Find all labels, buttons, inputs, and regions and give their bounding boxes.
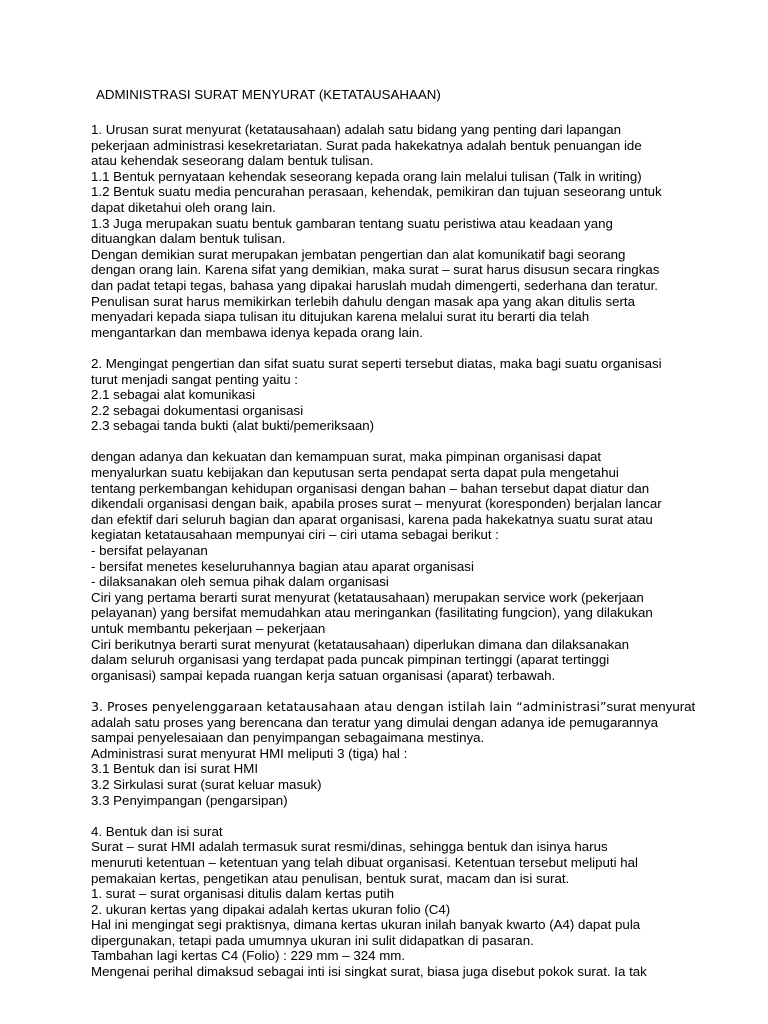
paragraph-gap [91,340,761,356]
document-body [91,122,761,980]
paragraph-line: 2.2 sebagai dokumentasi organisasi [91,402,304,418]
paragraph-line: 1.3 Juga merupakan suatu bentuk gambaran tentang suatu peristiwa atau keadaan yang [91,215,613,231]
paragraph-line: menuruti ketentuan – ketentuan yang telah dibuat organisasi. Ketentuan tersebut meliputi hal [91,854,639,870]
paragraph-line: tentang perkembangan kehidupan organisasi dengan bahan – bahan tersebut dapat diatur dan [91,480,650,496]
paragraph-line: - dilaksanakan oleh semua pihak dalam organisasi [91,574,389,590]
paragraph-line: menyalurkan suatu kebijakan dan keputusan serta pendapat serta dapat pula mengetahui [91,465,619,481]
paragraph-line [91,699,761,715]
paragraph-line: dan padat tetapi tegas, bahasa yang dipakai haruslah mudah dimengerti, sederhana dan teratur. [91,277,658,293]
paragraph-line: 3.3 Penyimpangan (pengarsipan) [91,792,288,808]
paragraph-line: pelayanan) yang bersifat memudahkan atau meringankan (fasilitating fungcion), yang dilakukan [91,605,653,621]
paragraph-line: - bersifat menetes keseluruhannya bagian atau aparat organisasi [91,558,474,574]
paragraph-gap [91,434,761,450]
paragraph-line: adalah satu proses yang berencana dan teratur yang dimulai dengan adanya ide pemugarannya [91,714,659,730]
paragraph-line: 1.2 Bentuk suatu media pencurahan perasaan, kehendak, pemikiran dan tujuan seseorang untuk [91,184,662,200]
paragraph-line: Ciri berikutnya berarti surat menyurat (ketatausahaan) diperlukan dimana dan dilaksanakan [91,636,630,652]
paragraph-line: Dengan demikian surat merupakan jembatan pengertian dan alat komunikatif bagi seorang [91,246,626,262]
paragraph-line: mengantarkan dan membawa idenya kepada orang lain. [91,324,423,340]
paragraph-gap [91,808,761,824]
paragraph-line: Hal ini mengingat segi praktisnya, dimana kertas ukuran inilah banyak kwarto (A4) dapat pula [91,917,641,933]
section3-heading-text: 3. Proses penyelenggaraan ketatausahaan atau dengan istilah lain “administrasi” [91,698,607,714]
paragraph-line: 4. Bentuk dan isi surat [91,823,223,839]
paragraph-line: kegiatan ketatausahaan mempunyai ciri – ciri utama sebagai berikut : [91,527,499,543]
paragraph-line: 2.1 sebagai alat komunikasi [91,387,256,403]
paragraph-line: 3.1 Bentuk dan isi surat HMI [91,761,259,777]
paragraph-line: dipergunakan, tetapi pada umumnya ukuran ini sulit didapatkan di pasaran. [91,932,534,948]
paragraph-line: Penulisan surat harus memikirkan terlebih dahulu dengan masak apa yang akan ditulis serta [91,293,636,309]
paragraph-line: dengan adanya dan kekuatan dan kemampuan surat, maka pimpinan organisasi dapat [91,449,602,465]
paragraph-line: Surat – surat HMI adalah termasuk surat resmi/dinas, sehingga bentuk dan isinya harus [91,839,608,855]
paragraph-line: Tambahan lagi kertas C4 (Folio) : 229 mm – 324 mm. [91,948,406,964]
paragraph-line: Mengenai perihal dimaksud sebagai inti isi singkat surat, biasa juga disebut pokok surat. Ia tak [91,964,647,980]
paragraph-line: dituangkan dalam bentuk tulisan. [91,231,286,247]
paragraph-line: untuk membantu pekerjaan – pekerjaan [91,621,326,636]
paragraph-line: Administrasi surat menyurat HMI meliputi 3 (tiga) hal : [91,745,408,761]
paragraph-line: dan efektif dari seluruh bagian dan aparat organisasi, karena pada hakekatnya suatu surat atau [91,511,653,527]
paragraph-line: 3.2 Sirkulasi surat (surat keluar masuk) [91,776,322,792]
paragraph-line: 1.1 Bentuk pernyataan kehendak seseorang kepada orang lain melalui tulisan (Talk in writing) [91,168,642,184]
paragraph-line: 1. Urusan surat menyurat (ketatausahaan) adalah satu bidang yang penting dari lapangan [91,122,622,137]
paragraph-line: dapat diketahui oleh orang lain. [91,199,276,215]
paragraph-line: Ciri yang pertama berarti surat menyurat (ketatausahaan) merupakan service work (pekerjaan [91,589,644,605]
document-title: ADMINISTRASI SURAT MENYURAT (KETATAUSAHAAN) [96,87,441,102]
paragraph-line: turut menjadi sangat penting yaitu : [91,371,298,387]
paragraph-line: dikendali organisasi dengan baik, apabila proses surat – menyurat (koresponden) berjalan lancar [91,496,662,512]
paragraph-line: 1. surat – surat organisasi ditulis dalam kertas putih [91,886,395,902]
paragraph-line: menyadari kepada siapa tulisan itu ditujukan karena melalui surat itu berarti dia telah [91,309,590,325]
paragraph-line: 2.3 sebagai tanda bukti (alat bukti/pemeriksaan) [91,418,375,434]
paragraph-line: - bersifat pelayanan [91,543,208,559]
paragraph-gap [91,683,761,699]
paragraph-line: dalam seluruh organisasi yang terdapat pada puncak pimpinan tertinggi (aparat tertinggi [91,652,610,668]
paragraph-line: pekerjaan administrasi kesekretariatan. Surat pada hakekatnya adalah bentuk penuangan ide [91,137,642,153]
paragraph-line: organisasi) sampai kepada ruangan kerja satuan organisasi (aparat) terbawah. [91,667,556,683]
paragraph-line: pemakaian kertas, pengetikan atau penulisan, bentuk surat, macam dan isi surat. [91,870,570,886]
paragraph-line: sampai penyelesaiaan dan penyimpangan sebagaimana mestinya. [91,730,485,746]
section3-heading-rest: surat menyurat [606,698,696,714]
paragraph-line: 2. Mengingat pengertian dan sifat suatu surat seperti tersebut diatas, maka bagi suatu organisasi [91,355,662,371]
paragraph-line: 2. ukuran kertas yang dipakai adalah kertas ukuran folio (C4) [91,901,451,917]
paragraph-line: atau kehendak seseorang dalam bentuk tulisan. [91,153,374,169]
paragraph-line: dengan orang lain. Karena sifat yang demikian, maka surat – surat harus disusun secara ringkas [91,262,660,278]
